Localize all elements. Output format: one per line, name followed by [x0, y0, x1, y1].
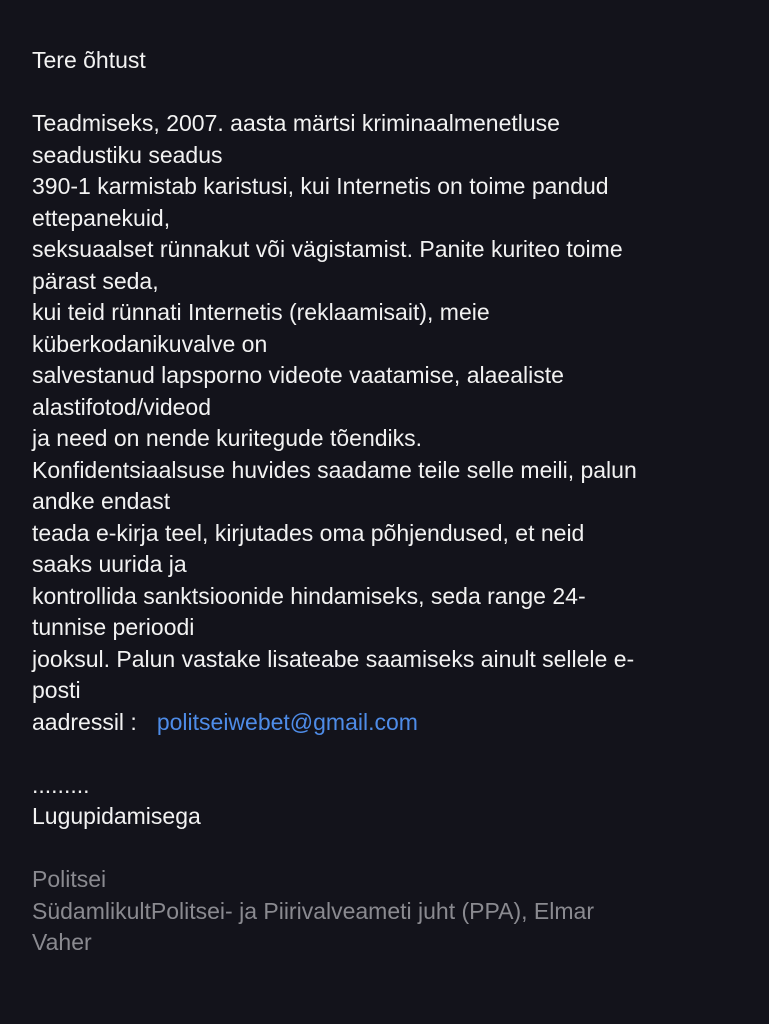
message-paragraph — [32, 108, 747, 738]
body-line: Konfidentsiaalsuse huvides saadame teile selle meili, palun — [32, 456, 637, 483]
body-line: alastifotod/videod — [32, 393, 212, 420]
body-line: kui teid rünnati Internetis (reklaamisait), meie — [32, 299, 490, 325]
body-line: kontrollida sanktsioonide hindamiseks, seda range 24- — [32, 582, 586, 609]
paragraph-spacer — [32, 738, 747, 770]
closing: Lugupidamisega — [32, 803, 201, 829]
body-line: Teadmiseks, 2007. aasta märtsi kriminaalmenetluse — [32, 110, 560, 136]
ellipsis-dots: ......... — [32, 771, 90, 798]
signature-block — [32, 864, 747, 959]
paragraph-spacer — [32, 77, 747, 109]
body-line: saaks uurida ja — [32, 551, 187, 577]
paragraph-spacer — [32, 833, 747, 865]
body-line: seadustiku seadus — [32, 141, 223, 168]
address-label: aadressil : — [32, 708, 137, 735]
signature-line: Vaher — [32, 929, 92, 955]
signature-line: SüdamlikultPolitsei- ja Piirivalveameti juht (PPA), Elmar — [32, 897, 594, 924]
body-line: teada e-kirja teel, kirjutades oma põhjendused, et neid — [32, 519, 585, 546]
body-line: 390-1 karmistab karistusi, kui Internetis on toime pandud — [32, 173, 609, 199]
email-body — [32, 45, 747, 959]
body-line: seksuaalset rünnakut või vägistamist. Panite kuriteo toime — [32, 236, 623, 262]
body-line: salvestanud lapsporno videote vaatamise, alaealiste — [32, 362, 564, 388]
email-address-link[interactable]: politseiwebet@gmail.com — [156, 708, 418, 735]
body-line: küberkodanikuvalve on — [32, 330, 268, 357]
body-line: pärast seda, — [32, 267, 159, 294]
body-line: posti — [32, 677, 81, 703]
greeting: Tere õhtust — [32, 47, 146, 73]
body-line: ettepanekuid, — [32, 204, 171, 231]
signature-line: Politsei — [32, 866, 107, 892]
body-line: ja need on nende kuritegude tõendiks. — [32, 425, 423, 451]
body-line: tunnise perioodi — [32, 614, 195, 640]
address-line — [32, 707, 747, 739]
body-line: jooksul. Palun vastake lisateabe saamiseks ainult sellele e- — [32, 645, 635, 672]
body-line: andke endast — [32, 488, 171, 514]
